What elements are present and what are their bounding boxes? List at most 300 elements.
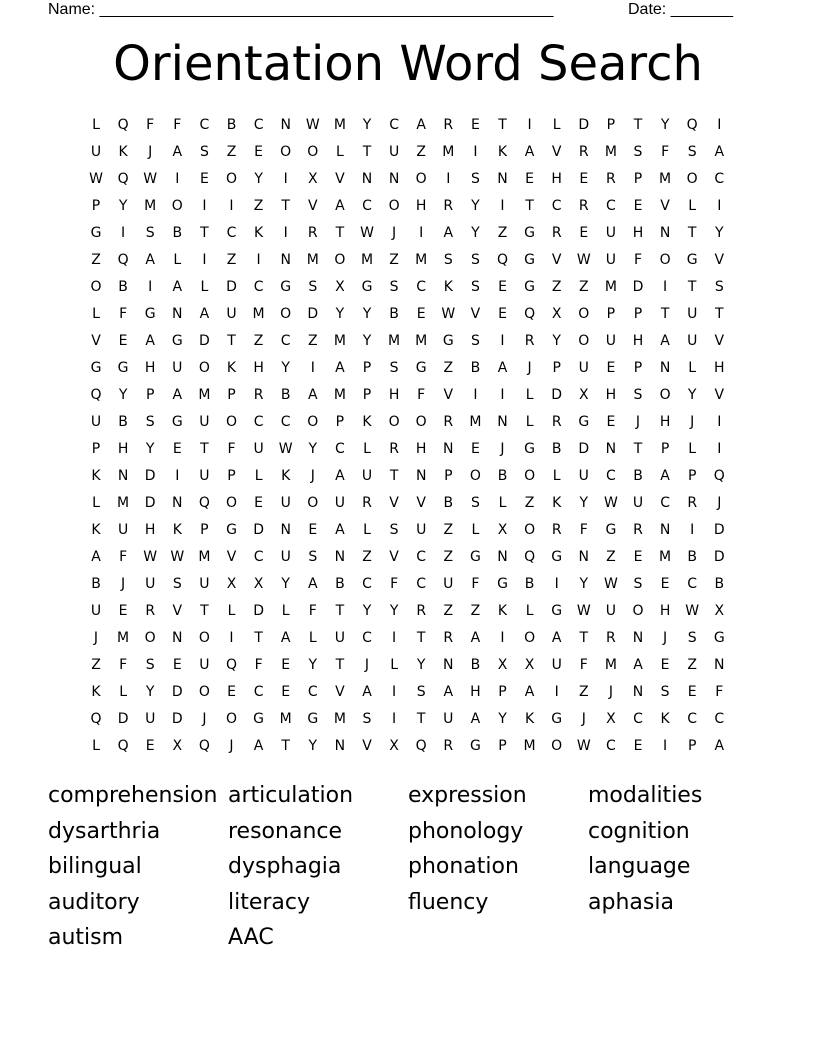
grid-letter: R [389, 441, 399, 457]
grid-letter: I [310, 360, 315, 376]
grid-letter: S [308, 549, 318, 565]
grid-letter: I [446, 171, 451, 187]
grid-letter: G [307, 711, 319, 727]
grid-letter: M [117, 630, 130, 646]
grid-letter: U [172, 360, 183, 376]
grid-letter: Y [362, 603, 372, 619]
grid-letter: Y [579, 576, 589, 592]
grid-letter: J [364, 657, 370, 673]
grid-letter: X [308, 171, 318, 187]
grid-letter: D [144, 468, 156, 484]
grid-letter: L [525, 603, 534, 619]
grid-letter: C [253, 414, 264, 430]
grid-letter: A [172, 279, 183, 295]
grid-row [0, 382, 816, 409]
grid-letter: E [172, 441, 182, 457]
grid-letter: M [333, 711, 346, 727]
grid-letter: G [686, 252, 698, 268]
grid-letter: U [443, 576, 454, 592]
grid-letter: T [416, 711, 426, 727]
grid-letter: E [606, 414, 616, 430]
grid-letter: I [500, 198, 505, 214]
grid-letter: V [660, 198, 670, 214]
grid-letter: Q [117, 252, 129, 268]
grid-letter: K [172, 522, 182, 538]
grid-letter: N [632, 684, 644, 700]
grid-letter: L [688, 441, 697, 457]
grid-letter: C [606, 198, 616, 214]
word-list-item: articulation [228, 783, 354, 808]
grid-letter: L [552, 468, 561, 484]
grid-letter: O [686, 171, 698, 187]
worksheet-header [48, 0, 748, 20]
grid-letter: Y [281, 576, 290, 592]
grid-letter: P [606, 306, 616, 322]
grid-letter: U [145, 576, 156, 592]
grid-letter: W [441, 306, 456, 322]
grid-row [0, 112, 816, 139]
grid-letter: Y [471, 225, 480, 241]
grid-letter: E [687, 684, 697, 700]
grid-letter: K [443, 279, 453, 295]
grid-letter: J [229, 738, 234, 754]
grid-letter: Z [524, 495, 535, 511]
grid-letter: I [256, 252, 261, 268]
grid-letter: Q [713, 468, 725, 484]
grid-letter: P [606, 117, 616, 133]
grid-letter: E [281, 657, 291, 673]
grid-letter: Z [389, 252, 399, 268]
grid-letter: U [199, 468, 210, 484]
grid-letter: C [362, 198, 372, 214]
grid-row [0, 652, 816, 679]
grid-letter: X [551, 306, 562, 322]
grid-letter: D [226, 279, 237, 295]
grid-letter: S [470, 279, 480, 295]
grid-row [0, 733, 816, 760]
grid-letter: A [660, 468, 670, 484]
grid-letter: D [551, 387, 563, 403]
grid-letter: W [305, 117, 320, 133]
grid-letter: U [90, 144, 102, 160]
grid-letter: X [253, 576, 264, 592]
grid-row [0, 139, 816, 166]
grid-letter: S [389, 522, 399, 538]
grid-letter: O [307, 495, 319, 511]
grid-letter: P [444, 468, 453, 484]
grid-letter: N [172, 306, 183, 322]
grid-row [0, 409, 816, 436]
grid-letter: I [717, 117, 722, 133]
grid-letter: P [633, 171, 643, 187]
grid-letter: M [252, 306, 265, 322]
grid-letter: E [606, 360, 616, 376]
grid-letter: I [554, 684, 559, 700]
grid-letter: N [659, 225, 671, 241]
grid-letter: F [173, 117, 182, 133]
grid-letter: Q [117, 171, 129, 187]
grid-letter: O [578, 333, 590, 349]
grid-letter: Z [579, 684, 589, 700]
grid-row [0, 517, 816, 544]
grid-row [0, 625, 816, 652]
grid-letter: D [171, 684, 183, 700]
grid-letter: H [659, 603, 671, 619]
grid-letter: R [633, 522, 643, 538]
grid-letter: Z [606, 549, 616, 565]
grid-letter: O [524, 522, 536, 538]
word-list-item: aphasia [588, 889, 674, 915]
grid-letter: Z [579, 279, 589, 295]
grid-letter: Z [416, 144, 426, 160]
grid-letter: A [280, 630, 291, 646]
grid-letter: Z [253, 333, 264, 349]
grid-letter: B [91, 576, 101, 592]
grid-row [0, 463, 816, 490]
grid-letter: E [254, 495, 264, 511]
grid-letter: N [659, 360, 671, 376]
grid-letter: T [660, 306, 670, 322]
grid-letter: W [143, 171, 158, 187]
grid-letter: I [121, 225, 126, 241]
grid-letter: Y [498, 711, 507, 727]
grid-letter: C [687, 576, 698, 592]
grid-letter: D [578, 441, 590, 457]
grid-letter: C [253, 549, 264, 565]
grid-letter: A [524, 684, 535, 700]
grid-letter: I [690, 522, 695, 538]
grid-letter: G [524, 441, 536, 457]
grid-letter: F [390, 576, 399, 592]
word-list-item: comprehension [48, 783, 218, 808]
word-list-item: phonation [408, 854, 519, 879]
grid-letter: F [417, 387, 426, 403]
grid-letter: P [633, 360, 643, 376]
grid-letter: A [470, 630, 481, 646]
grid-letter: N [497, 171, 508, 187]
grid-letter: J [608, 684, 613, 700]
grid-letter: T [579, 630, 589, 646]
grid-letter: L [471, 522, 480, 538]
grid-letter: P [362, 360, 372, 376]
grid-letter: N [605, 441, 617, 457]
grid-letter: U [551, 657, 562, 673]
grid-letter: F [119, 657, 128, 673]
grid-letter: J [93, 630, 99, 646]
grid-letter: B [470, 657, 481, 673]
grid-letter: U [443, 711, 454, 727]
grid-letter: F [308, 603, 317, 619]
grid-letter: C [606, 468, 616, 484]
grid-letter: P [552, 360, 561, 376]
grid-letter: G [524, 252, 536, 268]
grid-letter: T [200, 603, 209, 619]
grid-letter: Z [253, 198, 264, 214]
grid-letter: W [89, 171, 103, 187]
grid-letter: L [92, 306, 100, 322]
grid-letter: G [253, 711, 265, 727]
grid-letter: O [198, 360, 210, 376]
grid-letter: Z [687, 657, 697, 673]
grid-letter: U [687, 333, 698, 349]
grid-letter: M [117, 495, 130, 511]
word-list-item: auditory [48, 889, 140, 915]
grid-letter: Y [552, 333, 561, 349]
grid-letter: G [171, 333, 183, 349]
grid-letter: N [388, 171, 400, 187]
grid-letter: H [388, 387, 400, 403]
grid-letter: M [604, 657, 617, 673]
grid-letter: I [392, 684, 397, 700]
grid-letter: C [416, 279, 427, 295]
grid-letter: K [660, 711, 670, 727]
grid-letter: J [121, 576, 126, 592]
grid-letter: A [253, 738, 264, 754]
grid-letter: V [91, 333, 101, 349]
grid-letter: S [633, 576, 643, 592]
grid-letter: C [253, 117, 264, 133]
grid-letter: U [578, 360, 589, 376]
grid-letter: U [199, 414, 210, 430]
grid-letter: A [145, 252, 155, 268]
grid-letter: Y [416, 657, 426, 673]
grid-letter: I [717, 414, 722, 430]
grid-row [0, 301, 816, 328]
grid-letter: G [713, 630, 725, 646]
grid-letter: K [497, 144, 508, 160]
grid-letter: U [226, 306, 237, 322]
grid-letter: D [578, 117, 590, 133]
grid-letter: Q [117, 738, 129, 754]
grid-letter: V [335, 684, 345, 700]
grid-row [0, 490, 816, 517]
grid-letter: U [605, 225, 617, 241]
grid-letter: E [579, 225, 589, 241]
grid-letter: N [334, 549, 346, 565]
grid-letter: O [198, 684, 210, 700]
grid-letter: I [283, 171, 288, 187]
grid-letter: A [91, 549, 101, 565]
grid-letter: C [335, 441, 345, 457]
grid-letter: L [173, 252, 182, 268]
grid-letter: S [633, 144, 643, 160]
grid-letter: T [633, 117, 643, 133]
grid-letter: J [392, 225, 397, 241]
grid-letter: I [229, 198, 234, 214]
grid-letter: Y [660, 117, 670, 133]
grid-letter: K [118, 144, 128, 160]
grid-letter: O [198, 630, 210, 646]
grid-letter: I [554, 576, 559, 592]
grid-letter: Y [362, 333, 372, 349]
grid-letter: J [717, 495, 722, 511]
grid-letter: H [470, 684, 481, 700]
grid-letter: L [254, 468, 263, 484]
grid-letter: L [390, 657, 398, 673]
grid-letter: M [360, 252, 374, 268]
grid-letter: C [253, 279, 264, 295]
grid-letter: G [90, 360, 102, 376]
grid-letter: G [497, 576, 508, 592]
grid-row [0, 706, 816, 733]
grid-letter: M [415, 333, 428, 349]
grid-letter: O [225, 495, 238, 511]
word-list-item: phonology [408, 818, 524, 844]
grid-letter: L [281, 603, 290, 619]
grid-letter: M [333, 333, 346, 349]
grid-letter: Y [118, 387, 128, 403]
grid-letter: E [227, 684, 236, 700]
grid-letter: E [254, 144, 264, 160]
grid-letter: Z [362, 549, 372, 565]
word-list-item: dysphagia [228, 854, 342, 879]
grid-letter: B [118, 414, 128, 430]
grid-letter: I [175, 171, 180, 187]
grid-letter: P [227, 387, 236, 403]
grid-letter: J [202, 711, 207, 727]
grid-letter: H [714, 360, 725, 376]
grid-letter: E [660, 576, 670, 592]
grid-letter: X [389, 738, 399, 754]
grid-letter: X [714, 603, 725, 619]
grid-letter: N [172, 495, 183, 511]
grid-letter: M [388, 333, 401, 349]
grid-letter: N [578, 549, 590, 565]
grid-letter: V [416, 495, 426, 511]
grid-letter: G [605, 522, 617, 538]
grid-letter: Z [443, 360, 454, 376]
grid-letter: T [416, 630, 426, 646]
grid-letter: N [415, 468, 427, 484]
grid-letter: C [416, 576, 427, 592]
grid-letter: C [226, 225, 237, 241]
page-title: Orientation Word Search [113, 36, 703, 92]
grid-letter: B [633, 468, 643, 484]
grid-letter: H [632, 333, 644, 349]
grid-letter: B [280, 387, 291, 403]
grid-letter: J [527, 360, 532, 376]
grid-letter: O [225, 171, 238, 187]
grid-letter: C [362, 630, 372, 646]
grid-letter: S [199, 144, 209, 160]
grid-letter: A [335, 360, 345, 376]
grid-letter: I [663, 279, 668, 295]
grid-letter: I [148, 279, 153, 295]
grid-letter: Y [335, 306, 345, 322]
grid-letter: U [199, 576, 210, 592]
grid-letter: N [280, 117, 291, 133]
grid-letter: G [551, 549, 563, 565]
grid-letter: Q [496, 252, 509, 268]
grid-letter: W [170, 549, 185, 565]
grid-letter: H [144, 360, 156, 376]
grid-letter: B [551, 441, 562, 457]
grid-letter: A [308, 387, 318, 403]
grid-letter: J [500, 441, 505, 457]
grid-letter: W [278, 441, 293, 457]
grid-letter: R [307, 225, 318, 241]
grid-letter: T [715, 306, 724, 322]
grid-letter: J [310, 468, 315, 484]
grid-letter: P [335, 414, 345, 430]
grid-letter: S [660, 684, 670, 700]
grid-letter: T [200, 225, 209, 241]
grid-letter: T [281, 738, 290, 754]
word-list-item: literacy [228, 889, 311, 915]
grid-letter: J [663, 630, 668, 646]
grid-letter: Y [254, 171, 263, 187]
grid-letter: Y [715, 225, 724, 241]
grid-letter: R [253, 387, 264, 403]
grid-letter: I [175, 468, 180, 484]
grid-letter: V [551, 252, 562, 268]
grid-letter: A [308, 576, 318, 592]
grid-letter: K [91, 468, 101, 484]
grid-letter: V [172, 603, 183, 619]
grid-letter: T [335, 657, 345, 673]
grid-letter: X [497, 657, 508, 673]
grid-letter: E [633, 198, 643, 214]
grid-letter: Z [470, 603, 481, 619]
grid-letter: U [388, 144, 400, 160]
grid-letter: H [144, 522, 156, 538]
grid-letter: B [714, 576, 725, 592]
grid-letter: U [578, 468, 589, 484]
grid-letter: A [362, 684, 372, 700]
grid-letter: E [660, 657, 670, 673]
grid-letter: R [443, 414, 454, 430]
grid-letter: C [199, 117, 210, 133]
grid-letter: Y [471, 198, 480, 214]
word-list-item: resonance [228, 818, 343, 844]
grid-letter: A [172, 387, 183, 403]
grid-letter: H [551, 171, 562, 187]
grid-letter: I [717, 198, 722, 214]
grid-letter: G [524, 279, 536, 295]
grid-letter: E [145, 738, 155, 754]
grid-letter: U [90, 603, 102, 619]
grid-letter: I [419, 225, 424, 241]
grid-letter: G [171, 414, 183, 430]
grid-letter: U [361, 468, 373, 484]
grid-letter: M [469, 414, 482, 430]
grid-letter: S [362, 711, 372, 727]
grid-letter: B [470, 360, 481, 376]
grid-letter: X [579, 387, 589, 403]
grid-letter: G [361, 279, 373, 295]
grid-letter: W [143, 549, 158, 565]
grid-letter: L [525, 387, 534, 403]
grid-letter: E [199, 171, 209, 187]
grid-letter: S [145, 657, 155, 673]
grid-letter: V [714, 387, 725, 403]
grid-letter: H [415, 198, 427, 214]
grid-letter: Y [145, 684, 155, 700]
grid-letter: D [117, 711, 129, 727]
grid-letter: K [91, 522, 101, 538]
grid-letter: P [227, 468, 236, 484]
grid-letter: J [690, 414, 695, 430]
grid-letter: I [202, 198, 207, 214]
word-list [48, 778, 768, 956]
grid-letter: U [280, 549, 291, 565]
grid-letter: K [226, 360, 237, 376]
grid-letter: T [362, 144, 372, 160]
grid-letter: G [551, 603, 563, 619]
grid-letter: F [146, 117, 155, 133]
grid-letter: V [226, 549, 237, 565]
grid-letter: Q [415, 738, 427, 754]
